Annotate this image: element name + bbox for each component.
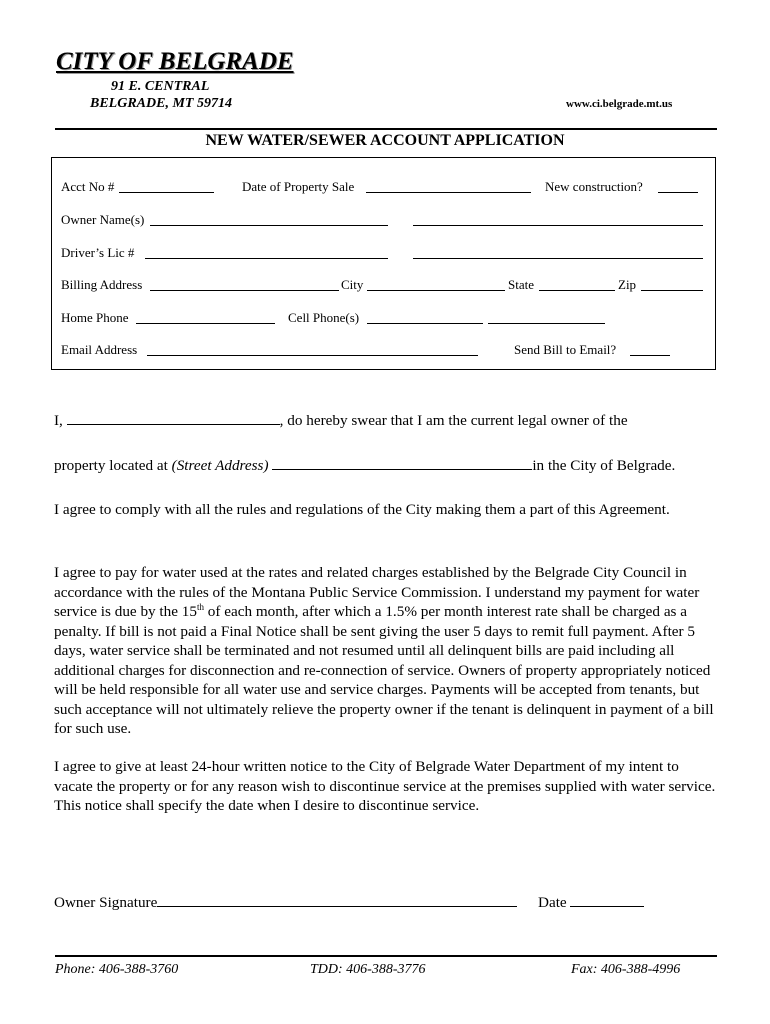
owner-signature-label: Owner Signature	[54, 894, 158, 911]
zip-field[interactable]	[641, 277, 703, 291]
owner-names-label: Owner Name(s)	[61, 212, 145, 227]
signature-line	[54, 892, 517, 912]
acct-no-label: Acct No #	[61, 179, 115, 194]
form-title: NEW WATER/SEWER ACCOUNT APPLICATION	[205, 132, 565, 149]
payment-superscript: th	[196, 602, 204, 612]
drivers-lic-label: Driver’s Lic #	[61, 245, 135, 260]
form-row-billing	[61, 277, 705, 295]
property-prefix: property located at	[54, 457, 168, 474]
state-field[interactable]	[539, 277, 615, 291]
oath-line	[54, 410, 628, 430]
send-bill-email-field[interactable]	[630, 342, 670, 356]
notice-paragraph-text: I agree to give at least 24-hour written notice to the City of Belgrade Water Department of my intent to vacate the property or for any reason wish to discontinue service at the premises supplied with water service. This notice shall specify the date when I desire to discontinue service.	[54, 758, 716, 814]
payment-text-1: I agree to pay for water used at the rates and related charges established by the Belgrade City Council in accordance with the rules of the Montana Public Service Commission. I understand my payment for water service is due by the 15	[54, 564, 700, 620]
website-link[interactable]: www.ci.belgrade.mt.us	[566, 98, 673, 110]
property-sale-field[interactable]	[366, 179, 531, 193]
date-field[interactable]	[570, 892, 644, 907]
oath-suffix: , do hereby swear that I am the current legal owner of the	[279, 412, 628, 429]
date-line	[538, 892, 644, 912]
owner-name-oath-field[interactable]	[67, 410, 280, 425]
header-divider	[55, 128, 717, 130]
payment-text-2: of each month, after which a 1.5% per month interest rate shall be charged as a penalty. If bill is not paid a Final Notice shall be sent giving the user 5 days to remit full payment. After 5 days, water service shall be terminated and not resumed until all delinquent bills are paid including all additional charges for disconnection and re-connection of service. Owners of property appropriately noticed will be held responsible for all water use and service charges. Payments will be accepted from tenants, but such acceptance will not ultimately relieve the property owner if the tenant is delinquent in payment of a bill for such use.	[54, 603, 714, 737]
footer-phone: Phone: 406-388-3760	[55, 962, 179, 977]
notice-paragraph	[54, 757, 719, 816]
form-row-phone	[61, 310, 705, 328]
owner-signature-field[interactable]	[157, 892, 517, 907]
property-sale-label: Date of Property Sale	[242, 179, 355, 194]
new-construction-label: New construction?	[545, 179, 643, 194]
email-address-field[interactable]	[147, 342, 478, 356]
owner-name-field-1[interactable]	[150, 212, 388, 226]
rules-paragraph-text: I agree to comply with all the rules and regulations of the City making them a part of this Agreement.	[54, 501, 670, 518]
city-name: CITY OF BELGRADE	[56, 48, 294, 75]
payment-paragraph	[54, 563, 719, 739]
footer-tdd: TDD: 406-388-3776	[310, 962, 426, 977]
street-address: 91 E. CENTRAL	[111, 79, 210, 94]
email-address-label: Email Address	[61, 342, 138, 357]
property-location-line	[54, 455, 675, 475]
cell-phone-label: Cell Phone(s)	[288, 310, 360, 325]
form-row-owner	[61, 212, 705, 230]
account-form	[51, 157, 716, 370]
city-field[interactable]	[367, 277, 505, 291]
drivers-lic-field-2[interactable]	[413, 245, 703, 259]
footer-divider	[55, 955, 717, 957]
acct-no-field[interactable]	[119, 179, 214, 193]
cell-phone-field-2[interactable]	[488, 310, 605, 324]
rules-paragraph	[54, 500, 719, 520]
billing-address-field[interactable]	[150, 277, 339, 291]
new-construction-field[interactable]	[658, 179, 698, 193]
form-row-license	[61, 245, 705, 263]
owner-name-field-2[interactable]	[413, 212, 703, 226]
cell-phone-field-1[interactable]	[367, 310, 483, 324]
footer-fax: Fax: 406-388-4996	[571, 962, 681, 977]
oath-prefix: I,	[54, 412, 63, 429]
state-label: State	[508, 277, 534, 292]
street-address-hint: (Street Address)	[171, 457, 269, 474]
billing-address-label: Billing Address	[61, 277, 143, 292]
home-phone-field[interactable]	[136, 310, 275, 324]
form-row-account	[61, 179, 705, 197]
zip-label: Zip	[618, 277, 637, 292]
drivers-lic-field-1[interactable]	[145, 245, 388, 259]
home-phone-label: Home Phone	[61, 310, 129, 325]
street-address-field[interactable]	[272, 455, 532, 470]
city-label: City	[341, 277, 364, 292]
city-state-zip: BELGRADE, MT 59714	[90, 96, 232, 111]
send-bill-email-label: Send Bill to Email?	[514, 342, 617, 357]
date-label: Date	[538, 894, 567, 911]
form-row-email	[61, 342, 705, 360]
property-suffix: in the City of Belgrade.	[532, 457, 676, 474]
